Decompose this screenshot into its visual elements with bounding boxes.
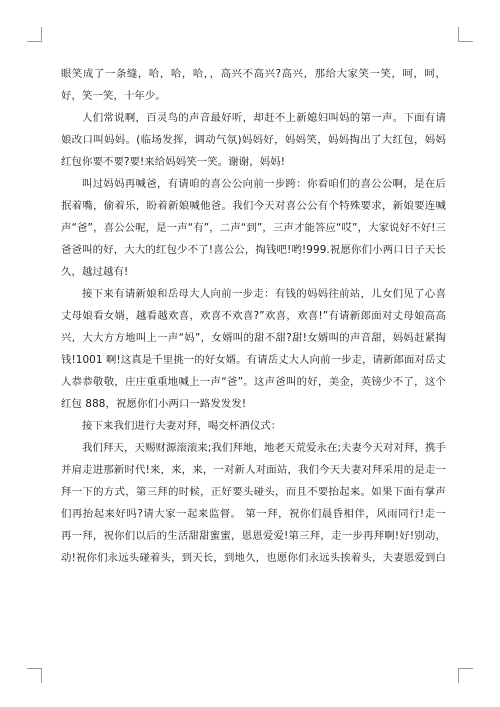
document-body (61, 63, 446, 569)
text-line: 人恭恭敬敬，庄庄重重地喊上一声“爸”。这声爸叫的好，美金，英镑少不了，这个 (61, 376, 446, 388)
text-line: 好，笑一笑，十年少。 (61, 90, 166, 102)
text-line: 久，越过越有! (61, 266, 129, 278)
paragraph-start-line: 接下来我们进行夫妻对拜，喝交杯酒仪式： (82, 420, 282, 432)
text-line: 声“爸”，喜公公呢，是一声“有”，二声“到”，三声才能答应“哎”，大家说好不好!三 (61, 222, 446, 234)
text-line: 并肩走进那新时代!来，来，来，一对新人对面站，我们今天夫妻对拜采用的是走一 (61, 464, 446, 476)
text-line: 红包 888，祝愿你们小两口一路发发发! (61, 398, 247, 410)
paragraph-start-line: 我们拜天，天赐财源滚滚来;我们拜地，地老天荒爱永在;夫妻今天对对拜，携手 (82, 442, 446, 454)
text-line: 丈母娘看女婿，越看越欢喜，欢喜不欢喜?”欢喜，欢喜!”有请新郎面对丈母娘高高 (61, 310, 446, 322)
crop-mark-bottom-left (27, 668, 42, 683)
text-line: 兴，大大方方地叫上一声“妈”，女婿叫的甜不甜?甜!女婿叫的声音甜，妈妈赶紧掏 (61, 332, 446, 344)
crop-mark-bottom-right (458, 668, 473, 683)
crop-mark-top-right (458, 27, 473, 42)
paragraph-start-line: 叫过妈妈再喊爸，有请咱的喜公公向前一步跨：你看咱们的喜公公啊，是在后 (82, 178, 446, 190)
text-line: 红包你要不要?要!来给妈妈笑一笑。谢谢，妈妈! (61, 156, 285, 168)
text-line: 抿着嘴，偷着乐，盼着新娘喊他爸。我们今天对喜公公有个特殊要求，新娘要连喊 (61, 200, 446, 212)
text-line: 钱!1001 啊!这真是千里挑一的好女婿。有请岳丈大人向前一步走，请新郎面对岳丈 (61, 354, 446, 366)
text-line: 们再抬起来好吗?请大家一起来监督。 第一拜，祝你们晨昏相伴，风雨同行!走一 (61, 508, 446, 520)
text-line: 再一拜，祝你们以后的生活甜甜蜜蜜，恩恩爱爱!第三拜，走一步再拜啊!好!别动， (61, 530, 446, 542)
paragraph-start-line: 人们常说啊，百灵鸟的声音最好听，却赶不上新媳妇叫妈的第一声。下面有请 (82, 112, 446, 124)
text-line: 动!祝你们永远头碰着头，到天长，到地久，也愿你们永远头挨着头，夫妻恩爱到白 (61, 552, 446, 564)
text-line: 娘改口叫妈妈。(临场发挥，调动气氛)妈妈好，妈妈笑，妈妈掏出了大红包，妈妈 (61, 134, 446, 146)
text-line: 拜一下的方式，第三拜的时候，正好要头碰头，而且不要抬起来。如果下面有掌声 (61, 486, 446, 498)
crop-mark-top-left (27, 27, 42, 42)
paragraph-start-line: 接下来有请新娘和岳母大人向前一步走：有钱的妈妈往前站，儿女们见了心喜 (82, 288, 446, 300)
text-line: 眼笑成了一条缝，哈，哈，哈，，高兴不高兴?高兴，那给大家笑一笑，呵，呵， (61, 68, 446, 80)
text-line: 爸爸叫的好，大大的红包少不了!喜公公，掏钱吧!哟!999.祝愿你们小两口日子天长 (61, 244, 446, 256)
